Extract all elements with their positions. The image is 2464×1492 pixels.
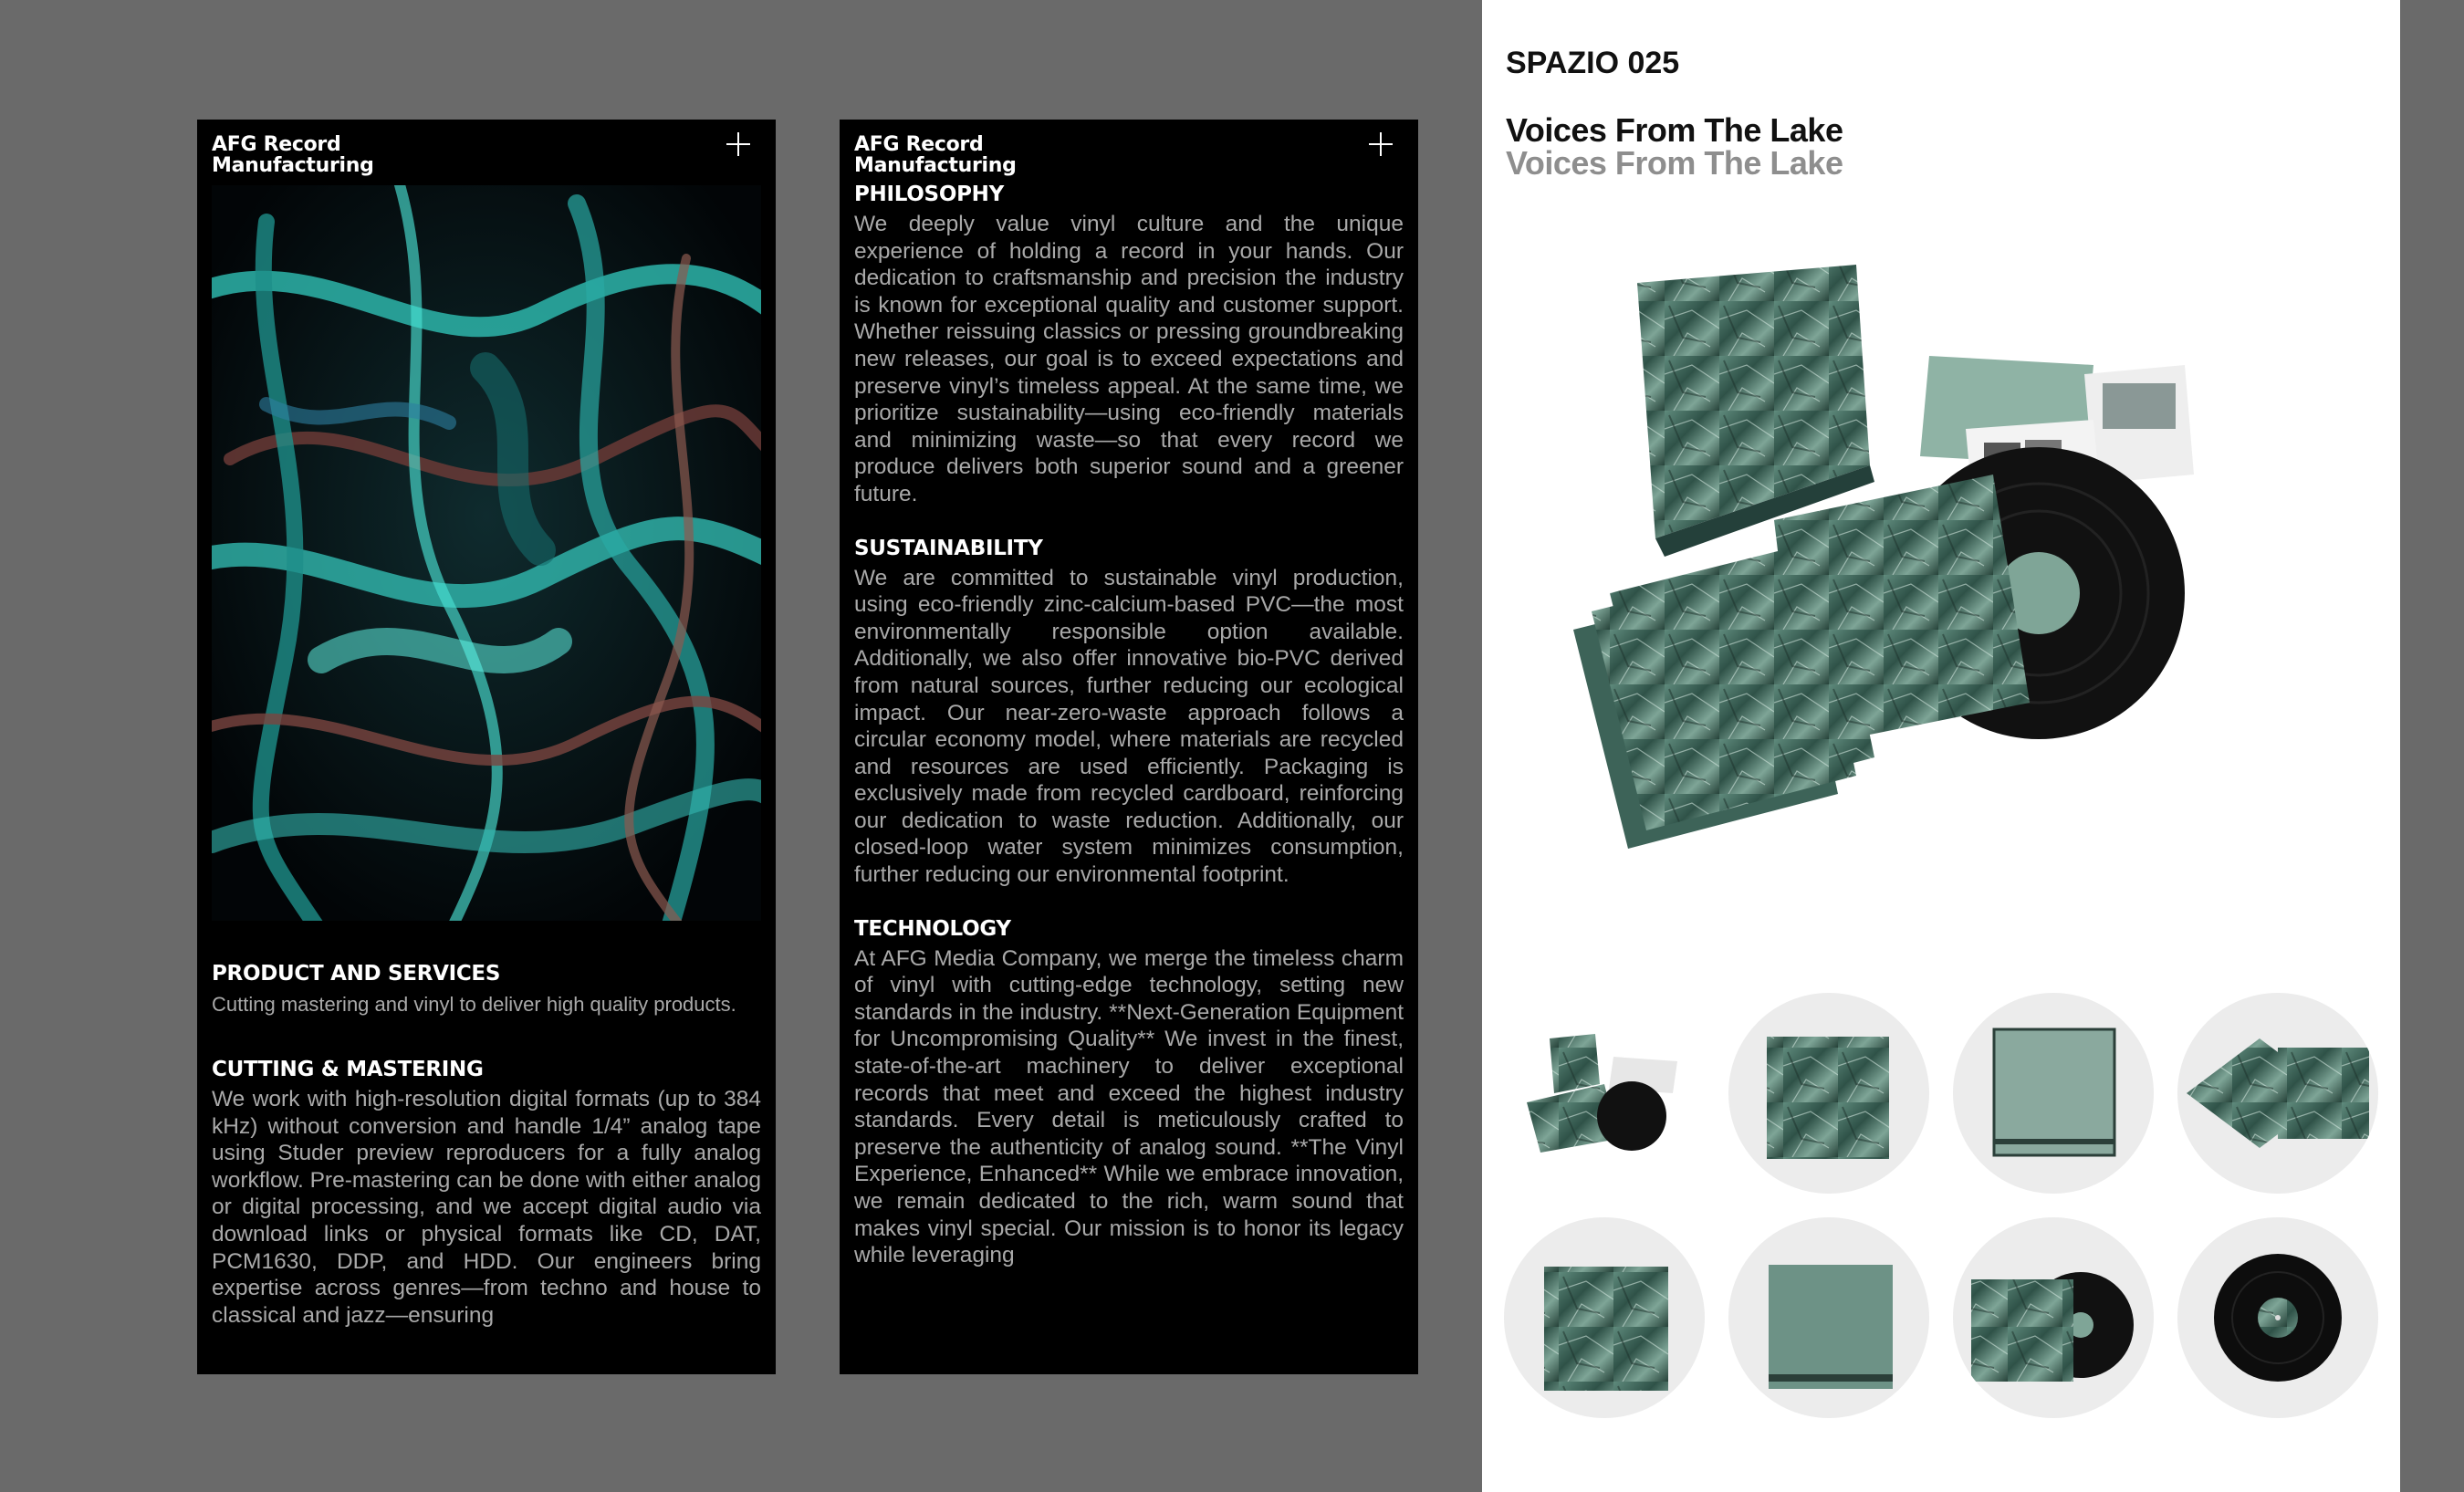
product-panel <box>1482 0 2400 1492</box>
product-subtitle: Voices From The Lake <box>1506 144 1843 182</box>
phone-header <box>212 120 761 185</box>
thumbnail-inner-sleeve[interactable] <box>1953 993 2154 1194</box>
philosophy-text: We deeply value vinyl culture and the unique experience of holding a record in your hands. Our dedication to craftsmanship and precision the industry is known for exceptional quality and customer support. Whether reissuing classics or pressing groundbreaking new releases, our goal is to exceed expectations and preserve vinyl’s timeless appeal. At the same time, we prioritize sustainability—using eco-friendly materials and minimizing waste—so that every record we produce delivers both superior sound and a greener future. <box>854 212 1404 506</box>
product-title: Voices From The Lake <box>1506 111 1843 149</box>
brand-line-2: Manufacturing <box>854 154 1017 177</box>
cutting-mastering-heading: CUTTING & MASTERING <box>212 1058 484 1081</box>
menu-plus-icon[interactable] <box>1367 130 1394 158</box>
phone-header <box>854 120 1404 185</box>
phone-panel-right <box>840 120 1418 1374</box>
abstract-vinyl-strands-image <box>212 185 761 921</box>
sustainability-heading: SUSTAINABILITY <box>854 536 1043 560</box>
thumbnail-boxset[interactable] <box>1504 993 1705 1194</box>
thumbnail-vinyl-record[interactable] <box>2177 1217 2378 1418</box>
right-margin-strip <box>2400 0 2464 1492</box>
cutting-mastering-text: We work with high-resolution digital formats (up to 384 kHz) without conversion and handle 1/4” analog tape using Studer preview reproducers for a fully analog workflow. Pre-mastering can be done with either analog or digital processing, and we accept digital audio via download links or physical formats like CD, DAT, PCM1630, DDP, and HDD. Our engineers bring expertise across genres—from techno and house to classical and jazz—ensuring <box>212 1087 761 1328</box>
philosophy-heading: PHILOSOPHY <box>854 183 1004 206</box>
thumbnail-sleeve-record[interactable] <box>1953 1217 2154 1418</box>
brand-line-1: AFG Record <box>854 133 984 156</box>
catalog-number: SPAZIO 025 <box>1506 46 1680 80</box>
product-services-heading: PRODUCT AND SERVICES <box>212 962 501 986</box>
thumbnail-cover-angled[interactable] <box>2177 993 2378 1194</box>
sustainability-text: We are committed to sustainable vinyl production, using eco-friendly zinc-calcium-based PVC—the most environmentally responsible option available. Additionally, we also offer innovative bio-PVC derived from natural sources, further reducing our ecological impact. Our near-zero-waste approach follows a circular economy model, where materials are recycled and resources are used efficiently. Packaging is exclusively made from recycled cardboard, reinforcing our dedication to waste reduction. Additionally, our closed-loop water system minimizes consumption, further reducing our environmental footprint. <box>854 565 1404 888</box>
brand-logo[interactable] <box>212 134 374 176</box>
brand-logo[interactable] <box>854 134 1017 176</box>
brand-line-1: AFG Record <box>212 133 341 156</box>
thumbnail-box-lid[interactable] <box>1728 1217 1929 1418</box>
thumbnail-cover-front[interactable] <box>1728 993 1929 1194</box>
thumbnail-cover-flat[interactable] <box>1504 1217 1705 1418</box>
technology-heading: TECHNOLOGY <box>854 916 1011 941</box>
product-services-text: Cutting mastering and vinyl to deliver high quality products. <box>212 993 736 1016</box>
phone-panel-left <box>197 120 776 1374</box>
technology-text: At AFG Media Company, we merge the timeless charm of vinyl with cutting-edge technology, setting new standards in the industry. **Next-Generation Equipment for Uncompromising Quality** We invest in the finest, state-of-the-art machinery to deliver exceptional records that meet and exceed the highest industry standards. Every detail is meticulously crafted to preserve the authenticity of analog sound. **The Vinyl Experience, Enhanced** While we embrace innovation, we remain dedicated to the rich, warm sound that makes vinyl special. Our mission is to honor its legacy while leveraging <box>854 945 1404 1268</box>
boxset-product-image <box>1555 246 2285 867</box>
hero-image <box>212 185 761 921</box>
brand-line-2: Manufacturing <box>212 154 374 177</box>
menu-plus-icon[interactable] <box>725 130 752 158</box>
